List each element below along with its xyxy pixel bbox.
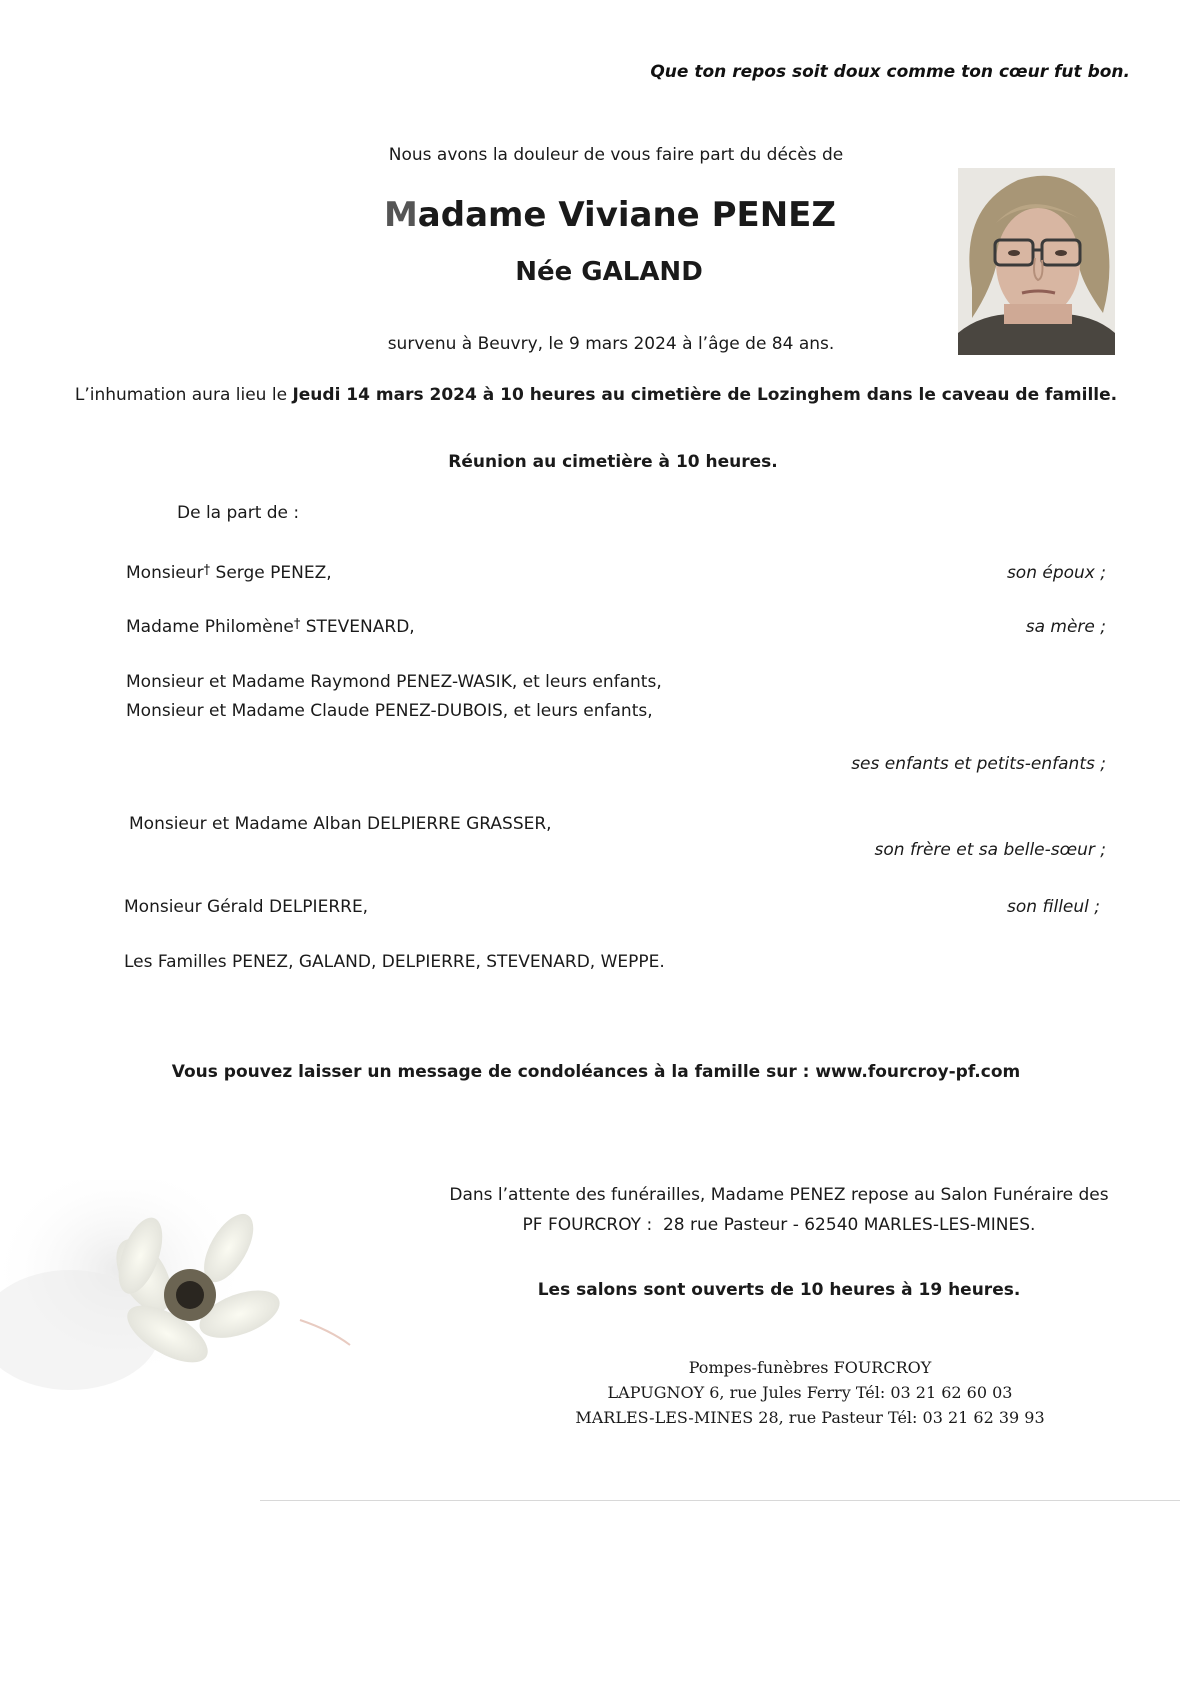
portrait-photo xyxy=(958,168,1115,355)
relation-husband: son époux ; xyxy=(1006,563,1106,583)
flower-decoration xyxy=(0,1180,420,1440)
family-brother: Monsieur et Madame Alban DELPIERRE GRASSER, xyxy=(129,814,552,834)
family-mother xyxy=(126,617,415,637)
death-details: survenu à Beuvry, le 9 mars 2024 à l’âge de 84 ans. xyxy=(387,334,835,354)
maiden-name: Née GALAND xyxy=(515,257,703,287)
opening-hours: Les salons sont ouverts de 10 heures à 19 heures. xyxy=(537,1280,1021,1300)
mother-first: Madame Philomène xyxy=(126,617,294,637)
relation-mother: sa mère ; xyxy=(1025,617,1106,637)
condolences-message: Vous pouvez laisser un message de condoléances à la famille sur : www.fourcroy-pf.com xyxy=(171,1062,1021,1082)
cross-symbol: † xyxy=(203,563,211,578)
name-initial: M xyxy=(383,195,418,235)
husband-title: Monsieur xyxy=(126,563,204,583)
family-godson: Monsieur Gérald DELPIERRE, xyxy=(124,897,369,917)
family-names: Les Familles PENEZ, GALAND, DELPIERRE, STEVENARD, WEPPE. xyxy=(124,952,665,972)
company-title: Pompes-funèbres FOURCROY xyxy=(688,1358,932,1377)
family-husband xyxy=(126,563,332,583)
relation-children: ses enfants et petits-enfants ; xyxy=(851,754,1106,774)
company-address-1: LAPUGNOY 6, rue Jules Ferry Tél: 03 21 62 60 03 xyxy=(607,1383,1013,1402)
funeral-home-info xyxy=(404,1180,1154,1240)
family-child-1: Monsieur et Madame Raymond PENEZ-WASIK, et leurs enfants, xyxy=(126,672,662,692)
funeral-home-line-1: Dans l’attente des funérailles, Madame PENEZ repose au Salon Funéraire des xyxy=(449,1185,1109,1205)
relation-godson: son filleul ; xyxy=(1007,897,1100,917)
epigraph: Que ton repos soit doux comme ton cœur fut bon. xyxy=(650,62,1130,82)
relation-brother: son frère et sa belle-sœur ; xyxy=(874,840,1106,860)
family-child-2: Monsieur et Madame Claude PENEZ-DUBOIS, et leurs enfants, xyxy=(126,701,653,721)
burial-date-place: Jeudi 14 mars 2024 à 10 heures au cimetière de Lozinghem dans le caveau de famille. xyxy=(292,385,1118,405)
meeting-info: Réunion au cimetière à 10 heures. xyxy=(448,452,778,472)
name-rest: adame Viviane PENEZ xyxy=(417,195,837,235)
intro-text: Nous avons la douleur de vous faire part du décès de xyxy=(388,145,844,165)
funeral-company-footer xyxy=(530,1355,1090,1430)
company-address-2: MARLES-LES-MINES 28, rue Pasteur Tél: 03 21 62 39 93 xyxy=(575,1408,1045,1427)
burial-prefix: L’inhumation aura lieu le xyxy=(74,385,293,405)
funeral-home-line-2: PF FOURCROY : 28 rue Pasteur - 62540 MARLES-LES-MINES. xyxy=(522,1215,1036,1235)
mother-last: STEVENARD, xyxy=(300,617,415,637)
cross-symbol: † xyxy=(293,617,301,632)
husband-name: Serge PENEZ, xyxy=(210,563,332,583)
from-label: De la part de : xyxy=(177,503,300,523)
divider xyxy=(260,1500,1180,1501)
burial-details xyxy=(0,385,1192,405)
